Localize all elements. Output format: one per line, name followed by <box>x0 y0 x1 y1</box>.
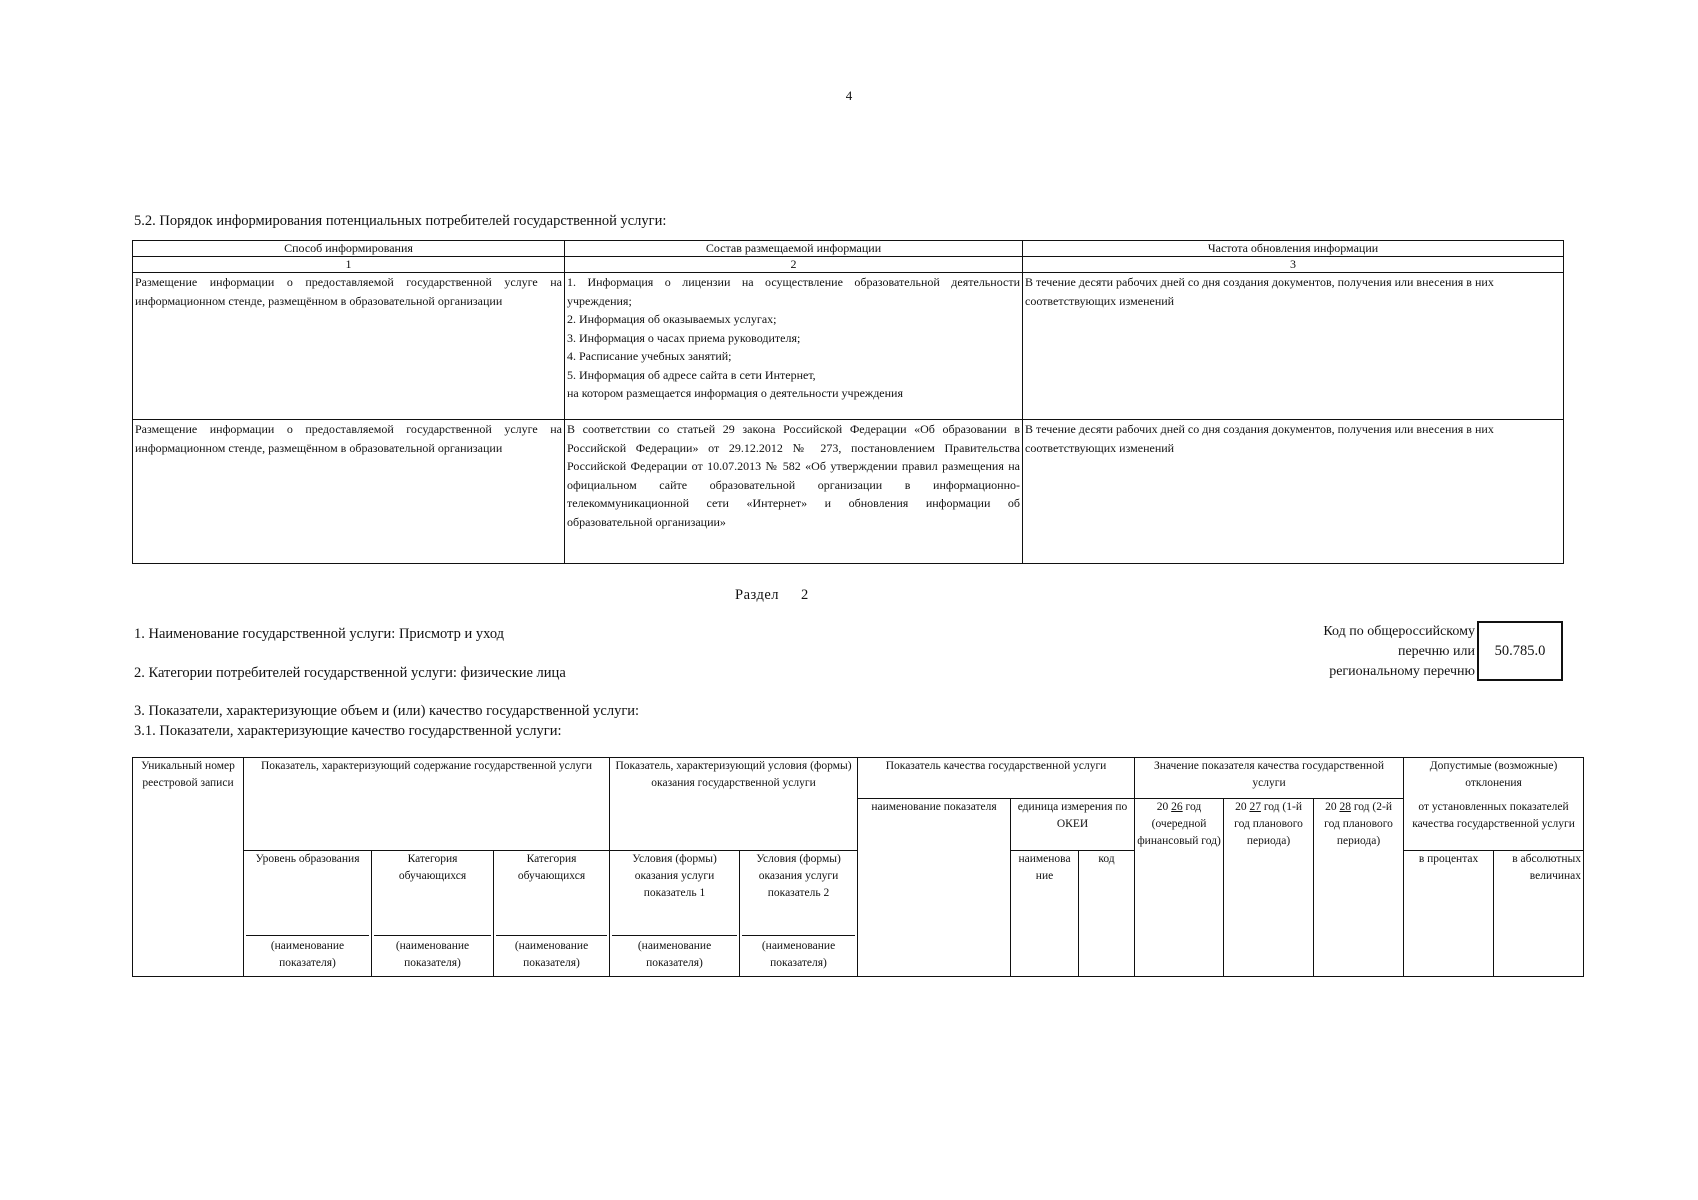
quality-indicators-line: 3.1. Показатели, характеризующие качество государственной услуги: <box>134 723 562 739</box>
placeholder-label: (наименование показателя) <box>246 935 369 972</box>
service-name-line: 1. Наименование государственной услуги: Присмотр и уход <box>134 626 505 642</box>
col-number-2: 2 <box>565 257 1023 273</box>
placeholder-condition-1 <box>610 931 740 977</box>
year-3-suffix: год (2-й год планового периода) <box>1324 801 1393 847</box>
col-condition-2: Условия (формы) оказания услуги показатель 2 <box>740 851 858 931</box>
code-label-1: Код по общероссийскому <box>1323 624 1475 639</box>
col-education-level: Уровень образования <box>244 851 372 931</box>
content-line: 1. Информация о лицензии на осуществление образовательной деятельности учреждения; <box>567 275 1020 308</box>
placeholder-condition-2 <box>740 931 858 977</box>
table-row-2-content: В соответствии со статьей 29 закона Российской Федерации «Об образовании в Российской Федерации» от 29.12.2012 № 273, постановлением Правительства Российской Федерации от 10.07.2013 № 582 «Об утверждении правил размещения на официальном сайте образовательной организации в информационно-телекоммуникационной сети «Интернет» и обновления информации об образовательной организации» <box>565 420 1023 564</box>
header-method: Способ информирования <box>133 241 565 257</box>
col-unit-code: код <box>1079 851 1135 977</box>
placeholder-category-2 <box>494 931 610 977</box>
col-student-category-1: Категория обучающихся <box>372 851 494 931</box>
table-row-2-frequency: В течение десяти рабочих дней со дня создания документов, получения или внесения в них соответствующих изменений <box>1023 420 1564 564</box>
informing-table <box>132 240 1564 564</box>
header-year-1 <box>1135 799 1224 977</box>
header-year-2 <box>1224 799 1314 977</box>
table-row-2-method: Размещение информации о предоставляемой государственной услуге на информационном стенде, размещённом в образовательной организации <box>133 420 565 564</box>
section-heading <box>735 587 809 604</box>
quality-indicators-table <box>132 757 1584 977</box>
consumer-category-line: 2. Категории потребителей государственной услуги: физические лица <box>134 665 566 681</box>
header-deviation-sub: от установленных показателей качества государственной услуги <box>1404 799 1584 851</box>
header-indicator-name: наименование показателя <box>858 799 1011 977</box>
placeholder-label: (наименование показателя) <box>742 935 855 972</box>
header-frequency: Частота обновления информации <box>1023 241 1564 257</box>
content-line: 2. Информация об оказываемых услугах; <box>567 312 777 326</box>
year-1-number: 26 <box>1171 801 1183 813</box>
table-row-1-frequency: В течение десяти рабочих дней со дня создания документов, получения или внесения в них соответствующих изменений <box>1023 273 1564 420</box>
content-line: 5. Информация об адресе сайта в сети Интернет, <box>567 367 816 382</box>
col-number-1: 1 <box>133 257 565 273</box>
year-2-prefix: 20 <box>1235 801 1247 813</box>
placeholder-education-level <box>244 931 372 977</box>
header-unique-number: Уникальный номер реестровой записи <box>133 758 244 977</box>
section-5-2-title: 5.2. Порядок информирования потенциальных потребителей государственной услуги: <box>134 213 667 229</box>
placeholder-category-1 <box>372 931 494 977</box>
year-2-number: 27 <box>1249 801 1261 813</box>
table-row-1-content <box>565 273 1023 420</box>
year-1-suffix: год (очередной финансовый год) <box>1137 801 1221 847</box>
header-indicator-value: Значение показателя качества государственной услуги <box>1135 758 1404 799</box>
section-heading-word: Раздел <box>735 587 780 603</box>
year-2-suffix: год (1-й год планового периода) <box>1234 801 1303 847</box>
code-label-2: перечню или <box>1397 644 1475 659</box>
table-row-1-method: Размещение информации о предоставляемой государственной услуге на информационном стенде, размещённом в образовательной организации <box>133 273 565 420</box>
header-year-3 <box>1314 799 1404 977</box>
header-conditions-indicator: Показатель, характеризующий условия (формы) оказания государственной услуги <box>610 758 858 851</box>
col-number-3: 3 <box>1023 257 1564 273</box>
col-absolute: в абсолютных величинах <box>1494 851 1584 977</box>
col-student-category-2: Категория обучающихся <box>494 851 610 931</box>
registry-code-box <box>1477 621 1563 681</box>
placeholder-label: (наименование показателя) <box>612 935 737 972</box>
content-line: на котором размещается информация о деятельности учреждения <box>567 386 903 400</box>
year-3-prefix: 20 <box>1325 801 1337 813</box>
header-content-indicator: Показатель, характеризующий содержание государственной услуги <box>244 758 610 851</box>
year-3-number: 28 <box>1339 801 1351 813</box>
placeholder-label: (наименование показателя) <box>374 935 491 972</box>
indicators-line: 3. Показатели, характеризующие объем и (или) качество государственной услуги: <box>134 703 640 719</box>
registry-code-value: 50.785.0 <box>1494 642 1546 659</box>
header-deviation: Допустимые (возможные) отклонения <box>1404 758 1584 799</box>
content-line: 4. Расписание учебных занятий; <box>567 349 732 363</box>
section-heading-number: 2 <box>801 587 809 603</box>
page-number: 4 <box>845 88 853 103</box>
header-okei-unit: единица измерения по ОКЕИ <box>1011 799 1135 851</box>
col-percent: в процентах <box>1404 851 1494 977</box>
placeholder-label: (наименование показателя) <box>496 935 607 972</box>
header-quality-indicator: Показатель качества государственной услуги <box>858 758 1135 799</box>
code-label-3: региональному перечню <box>1329 664 1475 679</box>
content-line: 3. Информация о часах приема руководителя; <box>567 330 801 345</box>
header-content: Состав размещаемой информации <box>565 241 1023 257</box>
col-condition-1: Условия (формы) оказания услуги показатель 1 <box>610 851 740 931</box>
col-unit-name: наименова ние <box>1011 851 1079 977</box>
year-1-prefix: 20 <box>1156 801 1169 813</box>
